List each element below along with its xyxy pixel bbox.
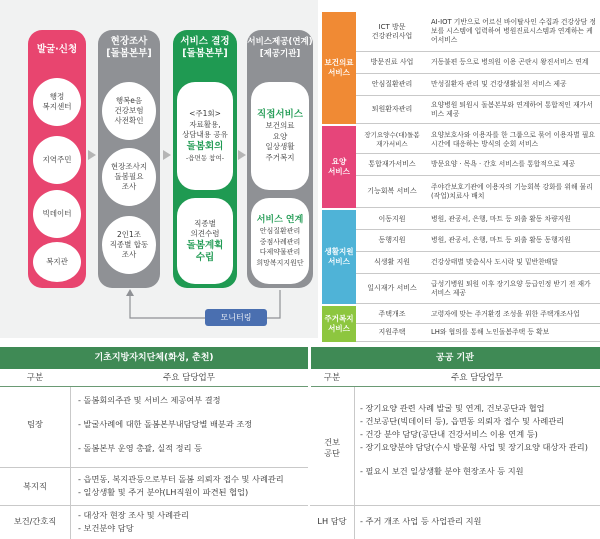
flow-text: 중점사례관리 xyxy=(259,237,301,246)
list-item: - 장기요양분야 담당(수시 방문형 사업 및 장기요양 대상자 관리) xyxy=(360,442,588,452)
category-health: 보건의료 서비스 xyxy=(322,12,356,124)
flow-text: 안심질환관리 xyxy=(259,227,301,235)
flow-item: 행복e음 건강보험 사전확인 xyxy=(102,82,156,140)
flow-text: 의견수렴 xyxy=(190,229,220,238)
row-label: 건보 공단 xyxy=(324,437,340,458)
monitoring-label: 모니터링 xyxy=(205,309,267,326)
flow-highlight: 돌봄계획 수립 xyxy=(186,239,224,263)
table-row: 통합재가서비스 방문요양 · 목욕 · 간호 서비스를 통합적으로 제공 xyxy=(356,154,600,176)
flow-text: 일상생활 xyxy=(265,142,295,151)
role-table xyxy=(0,347,600,539)
list-item: - 건보공단(빅데이터 등), 읍면동 의뢰자 접수 및 사례관리 xyxy=(360,416,565,426)
flow-highlight: 서비스 연계 xyxy=(256,215,304,225)
table-row: 방문진료 사업 거동불편 등으로 병의원 이용 곤란시 왕진서비스 연계 xyxy=(356,52,600,74)
table-row: 기능회복 서비스 주야간보호기관에 이용자의 기능회복 강화를 위해 물리(작업)치료사 배치 xyxy=(356,176,600,208)
flow-arrows xyxy=(0,0,318,338)
list-item: - 발굴사례에 대한 돌봄본부내담당별 배분과 조정 xyxy=(78,419,253,429)
flow-column-title: 서비스 결정 [돌봄본부] xyxy=(180,36,230,59)
flow-column-title: 서비스제공(연계) [제공기관] xyxy=(247,37,313,59)
table-row: 일시재가 서비스 급성기병원 퇴원 이후 장기요양 등급인정 받기 전 재가서비스 제공 xyxy=(356,274,600,304)
list-item: - 보건분야 담당 xyxy=(78,523,134,533)
service-flow-diagram xyxy=(0,0,318,338)
flow-highlight: 직접서비스 xyxy=(257,109,303,120)
list-item: - 돌봄회의주관 및 서비스 제공여부 결정 xyxy=(78,395,221,405)
table-row: 안심질환관리 만성질환자 관리 및 건강생활실천 서비스 제공 xyxy=(356,74,600,96)
flow-text: 자료활용, xyxy=(189,119,221,129)
table-row: 장기요양수(대)돌봄 재가서비스 요양보호사와 이용자를 한 그룹으로 묶어 이용자별 필요시간에 대응하는 방식의 순회 서비스 xyxy=(356,126,600,154)
flow-text: 요양 xyxy=(272,131,288,141)
flow-item: 행정 복지센터 xyxy=(33,78,81,126)
flow-item: 2인1조 직종별 합동 조사 xyxy=(102,216,156,274)
flow-text: 주거복지 xyxy=(265,152,295,162)
flow-text: 다제약물관리 xyxy=(259,248,301,256)
service-table xyxy=(322,12,600,342)
row-label: 팀장 xyxy=(27,419,43,429)
column-header: 구분 xyxy=(0,369,70,387)
flow-text: 상담내용 공유 xyxy=(182,130,228,139)
category-care: 요양 서비스 xyxy=(322,126,356,208)
flow-text: 직종별 xyxy=(194,218,216,228)
flow-text: -읍면동 참여- xyxy=(185,153,225,162)
list-item: - 주거 개조 사업 등 사업관리 지원 xyxy=(360,516,482,526)
flow-column-title: 현장조사 [돌봄본부] xyxy=(106,36,152,59)
flow-column-title: 발굴·신청 xyxy=(36,44,78,55)
flow-item: 지역주민 xyxy=(33,136,81,184)
flow-item: 빅데이터 xyxy=(33,190,81,238)
left-table-title: 기초지방자치단체(화성, 춘천) xyxy=(0,347,308,369)
table-row: 주택개조 고령자에 맞는 주거환경 조성을 위한 주택개조사업 xyxy=(356,306,600,324)
table-row: 퇴원환자관리 요양병원 퇴원시 돌봄본부와 연계하여 통합적인 재가서비스 제공 xyxy=(356,96,600,124)
row-label: 보건/간호직 xyxy=(13,516,57,526)
flow-text: 보건의료 xyxy=(265,121,295,130)
list-item: - 장기요양 관련 사례 발굴 및 연계, 건보공단과 협업 xyxy=(360,403,545,413)
column-header: 구분 xyxy=(310,369,354,387)
flow-item: 현장조사지 돌봄필요 조사 xyxy=(102,148,156,206)
flow-text: <주1회> xyxy=(189,109,221,118)
flow-item: 복지관 xyxy=(33,242,81,282)
column-header: 주요 담당업무 xyxy=(354,369,600,387)
table-row: 식생활 지원 건강상태별 맞춤식사 도시락 및 밑반찬배달 xyxy=(356,252,600,274)
right-table-title: 공공 기관 xyxy=(310,347,600,369)
list-item: - 돌봄본부 운영 총괄, 실적 정리 등 xyxy=(78,443,202,453)
category-housing: 주거복지 서비스 xyxy=(322,306,356,342)
table-row: 이동지원 병원, 관공서, 은행, 마트 등 외출 활동 차량지원 xyxy=(356,210,600,230)
flow-text: 희망복지지원단 xyxy=(256,258,304,267)
table-row: ICT 방문 건강관리사업 AI-IOT 기반으로 어르신 바이탈사인 수집과 건강상담 정보를 시스템에 입력하여 병원진료시스템과 연계하는 케어서비스 xyxy=(356,12,600,52)
list-item: - 일상생활 및 주거 분야(LH직원이 파견된 협업) xyxy=(78,487,249,497)
row-label: LH 담당 xyxy=(317,516,347,526)
flow-highlight: 돌봄회의 xyxy=(186,140,224,152)
row-label: 복지직 xyxy=(23,481,47,491)
table-row: 지원주택 LH와 협의를 통해 노인돌봄주택 등 확보 xyxy=(356,324,600,342)
list-item: - 필요시 보건 일상생활 분야 현장조사 등 지원 xyxy=(360,466,524,476)
list-item: - 읍면동, 복지관등으로부터 돌봄 의뢰자 접수 및 사례관리 xyxy=(78,474,284,484)
table-row: 동행지원 병원, 관공서, 은행, 마트 등 외출 활동 동행지원 xyxy=(356,230,600,252)
list-item: - 대상자 현장 조사 및 사례관리 xyxy=(78,510,189,520)
category-living: 생활지원 서비스 xyxy=(322,210,356,304)
column-header: 주요 담당업무 xyxy=(70,369,308,387)
list-item: - 건강 분야 담당(공단내 건강서비스 이용 연계 등) xyxy=(360,429,538,439)
